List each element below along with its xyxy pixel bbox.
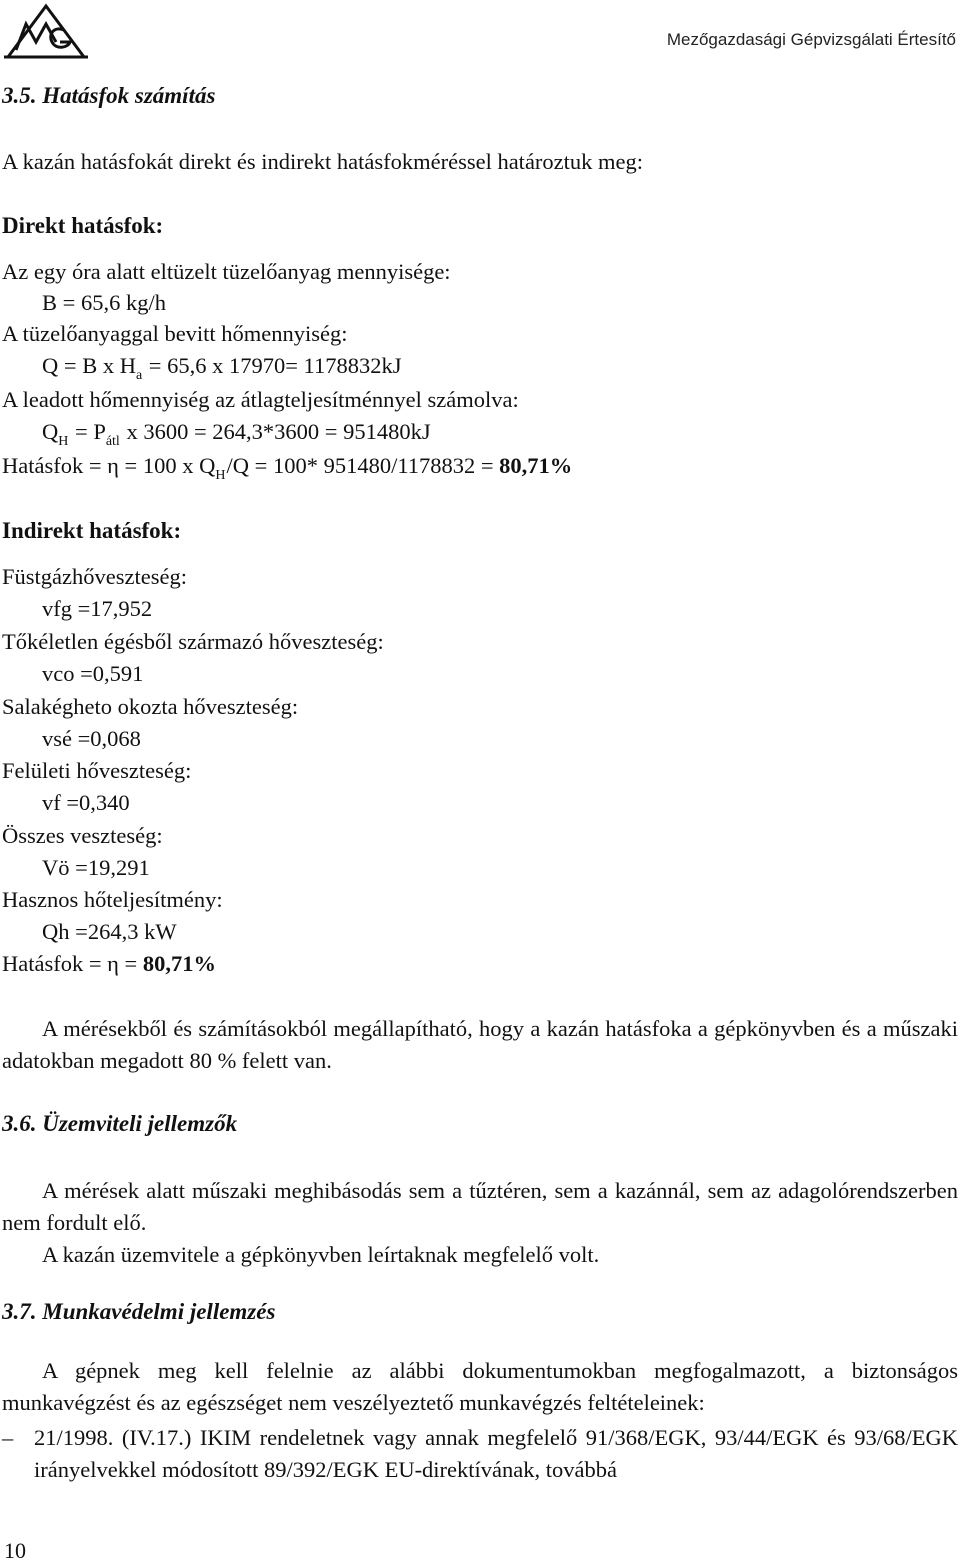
safety-paragraph: A gépnek meg kell felelnie az alábbi dokumentumokban megfogalmazott, a biztonságos munkavégzést és az egészséget nem veszélyeztető munkavégzés feltételeinek: [2,1358,958,1415]
loss-value: Vö =19,291 [42,855,150,880]
publication-title: Mezőgazdasági Gépvizsgálati Értesítő [666,30,956,49]
output-heat-formula: $Q_H = P_{átl}$ x 3600 = 264,3*3600 = 951480kJ [42,419,431,449]
conclusion-paragraph: A mérésekből és számításokból megállapítható, hogy a kazán hatásfoka a gépkönyvben és a műszaki adatokban megadott 80 % felett van. [2,1016,958,1073]
operation-paragraph: A mérések alatt műszaki meghibásodás sem a tűztéren, sem a kazánnál, sem az adagolórendszerben nem fordult elő. [2,1178,958,1235]
loss-value: Qh =264,3 kW [42,919,177,944]
loss-value: vf =0,340 [42,790,130,815]
loss-value: vco =0,591 [42,661,144,686]
output-heat-label: A leadott hőmennyiség az átlagteljesítménnyel számolva: [2,387,519,412]
list-dash: – [2,1425,14,1450]
loss-label: Salakégheto okozta hőveszteség: [2,694,299,719]
direct-efficiency-heading: Direkt hatásfok: [2,213,164,238]
loss-value: vsé =0,068 [42,726,141,751]
indirect-efficiency-result: Hatásfok = η = 80,71% [2,951,216,976]
loss-label: Összes veszteség: [2,823,163,848]
section-title-3-5: 3.5. Hatásfok számítás [2,83,216,108]
loss-label: Füstgázhőveszteség: [2,564,187,589]
input-heat-label: A tüzelőanyaggal bevitt hőmennyiség: [2,321,348,346]
mgi-logo-icon [2,2,90,60]
indirect-efficiency-heading: Indirekt hatásfok: [2,518,182,543]
section-title-3-6: 3.6. Üzemviteli jellemzők [2,1111,238,1136]
operation-paragraph-2: A kazán üzemvitele a gépkönyvben leírtaknak megfelelő volt. [42,1242,600,1267]
loss-label: Felületi hőveszteség: [2,758,192,783]
regulation-list-item: 21/1998. (IV.17.) IKIM rendeletnek vagy annak megfelelő 91/368/EGK, 93/44/EGK és 93/68/EGK irányelvekkel módosított 89/392/EGK EU-direktívának, továbbá [34,1425,958,1482]
input-heat-formula: Q = B x $H_a = 65,6$ x 17970= 1178832kJ [42,353,402,383]
loss-label: Tőkéletlen égésből származó hőveszteség: [2,629,384,654]
loss-label: Hasznos hőteljesítmény: [2,887,223,912]
page-number: 10 [4,1538,26,1563]
section-title-3-7: 3.7. Munkavédelmi jellemzés [2,1299,276,1324]
loss-value: vfg =17,952 [42,596,153,621]
direct-efficiency-result: Hatásfok = η = 100 x $Q_H/Q = 100*$ 951480/1178832 = 80,71% [2,453,573,483]
intro-text: A kazán hatásfokát direkt és indirekt hatásfokméréssel határoztuk meg: [2,149,644,174]
fuel-amount-label: Az egy óra alatt eltüzelt tüzelőanyag mennyisége: [2,259,451,284]
fuel-amount-value: B = 65,6 kg/h [42,290,166,315]
